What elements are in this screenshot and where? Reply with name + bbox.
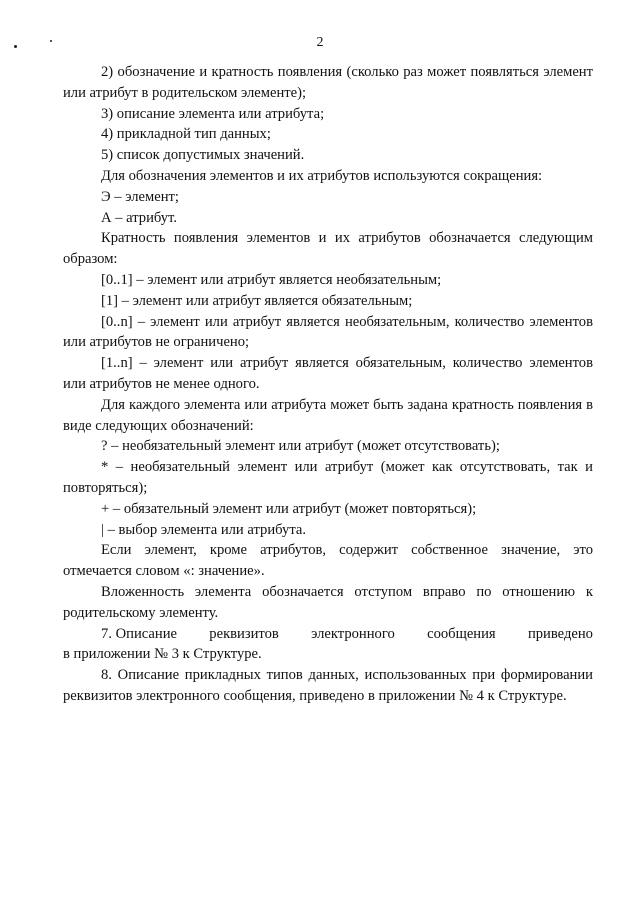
paragraph-multiplicity-intro: Кратность появления элементов и их атрибутов обозначается следующим образом:	[63, 230, 593, 268]
item-7-word: реквизитов	[209, 625, 279, 642]
item-7-word: приведено	[527, 625, 593, 642]
paragraph-item-2: 2) обозначение и кратность появления (сколько раз может появляться элемент или атрибут в родительском элементе);	[63, 64, 593, 101]
paragraph-mult-1: [1] – элемент или атрибут является обязательным;	[101, 292, 413, 309]
item-7-word: электронного	[311, 625, 395, 642]
paragraph-mult-0-1: [0..1] – элемент или атрибут является необязательным;	[101, 271, 442, 288]
paragraph-abbrev-attribute: А – атрибут.	[101, 209, 177, 226]
paragraph-item-5: 5) список допустимых значений.	[101, 147, 305, 164]
document-body	[63, 62, 593, 707]
paragraph-mult-0-n: [0..n] – элемент или атрибут является необязательным, количество элементов или атрибутов не ограничено;	[63, 313, 593, 351]
item-7-word: сообщения	[427, 625, 496, 642]
paragraph-notation-pipe: | – выбор элемента или атрибута.	[101, 521, 307, 538]
paragraph-item-7-line	[63, 624, 593, 645]
paragraph-item-8: 8. Описание прикладных типов данных, использованных при формировании реквизитов электронного сообщения, приведено в приложении № 4 к Структуре.	[63, 667, 593, 704]
paragraph-nesting: Вложенность элемента обозначается отступом вправо по отношению к родительскому элементу.	[63, 583, 593, 621]
paragraph-item-4: 4) прикладной тип данных;	[101, 126, 271, 143]
paragraph-own-value: Если элемент, кроме атрибутов, содержит собственное значение, это отмечается словом «: значение».	[63, 542, 593, 580]
paragraph-abbrev-element: Э – элемент;	[101, 188, 179, 205]
paragraph-notation-intro: Для каждого элемента или атрибута может быть задана кратность появления в виде следующих обозначений:	[63, 396, 593, 434]
paragraph-notation-question: ? – необязательный элемент или атрибут (может отсутствовать);	[101, 438, 500, 455]
paragraph-notation-plus: + – обязательный элемент или атрибут (может повторяться);	[101, 500, 477, 517]
page-number: 2	[316, 35, 324, 50]
paragraph-abbreviations-intro: Для обозначения элементов и их атрибутов используются сокращения:	[101, 167, 543, 184]
paragraph-item-3: 3) описание элемента или атрибута;	[101, 105, 325, 122]
paragraph-mult-1-n: [1..n] – элемент или атрибут является обязательным, количество элементов или атрибутов не менее одного.	[63, 355, 593, 392]
paragraph-item-7-tail: в приложении № 3 к Структуре.	[63, 646, 262, 663]
paragraph-notation-star: * – необязательный элемент или атрибут (может как отсутствовать, так и повторяться);	[63, 459, 593, 496]
item-7-word: 7. Описание	[101, 625, 177, 642]
